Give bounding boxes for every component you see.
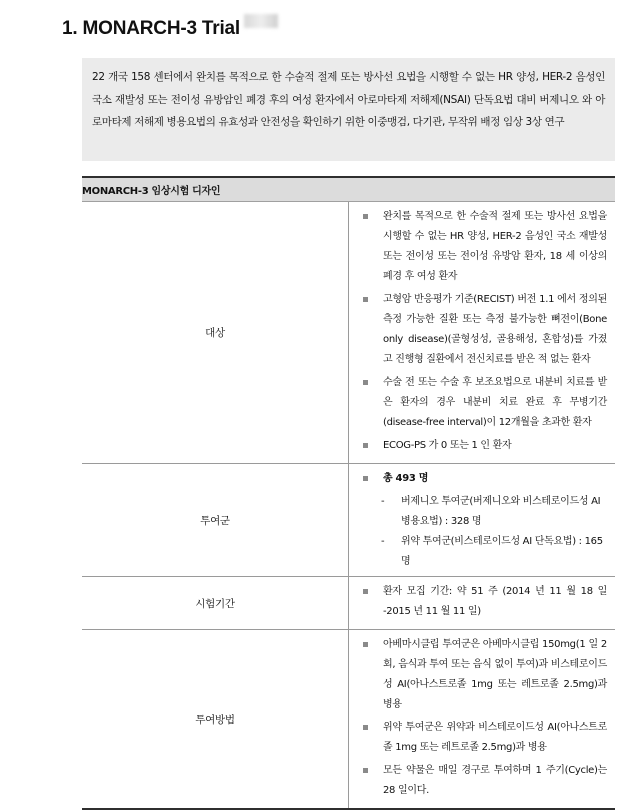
page-title-text: 1. MONARCH-3 Trial (62, 18, 240, 39)
sub-list (357, 492, 607, 572)
list-item: 아베마시클립 투여군은 아베마시클립 150mg(1 일 2 회, 음식과 투여 또는 음식 없이 투여)과 비스테로이드성 AI(아나스트로졸 1mg 또는 레트로졸 2.5mg)과 병용 (357, 635, 607, 715)
table-row-subjects (82, 202, 615, 464)
sub-list-item: - 위약 투여군(비스테로이드성 AI 단독요법) : 165 명 (357, 532, 607, 572)
list-item: 환자 모집 기간: 약 51 주 (2014 년 11 월 18 일 -2015 년 11 월 11 일) (357, 582, 607, 622)
row-label: 시험기간 (82, 577, 349, 630)
list-item: 완치를 목적으로 한 수술적 절제 또는 방사선 요법을 시행할 수 없는 HR 양성, HER-2 음성인 국소 재발성 또는 전이성 또는 전이성 유방암 환자, 18 세 이상의 폐경 후 여성 환자 (357, 207, 607, 287)
bullet-list (357, 207, 607, 456)
trial-summary-box (82, 58, 615, 161)
bullet-list (357, 469, 607, 489)
bullet-list (357, 582, 607, 622)
row-label: 투여방법 (82, 630, 349, 810)
list-item: ECOG-PS 가 0 또는 1 인 환자 (357, 436, 607, 456)
table-row-dosing (82, 630, 615, 810)
table-row-period (82, 577, 615, 630)
list-item: 위약 투여군은 위약과 비스테로이드성 AI(아나스트로졸 1mg 또는 레트로졸 2.5mg)과 병용 (357, 718, 607, 758)
bullet-list (357, 635, 607, 801)
list-item: 모든 약물은 매일 경구로 투여하며 1 주기(Cycle)는 28 일이다. (357, 761, 607, 801)
table-row-arms (82, 464, 615, 577)
row-label: 투여군 (82, 464, 349, 577)
sub-list-item: - 버제니오 투여군(버제니오와 비스테로이드성 AI 병용요법) : 328 명 (357, 492, 607, 532)
page-title (62, 14, 278, 40)
list-item: 수술 전 또는 수술 후 보조요법으로 내분비 치료를 받은 환자의 경우 내분비 치료 완료 후 무병기간(disease-free interval)이 12개월을 초과한 환자 (357, 373, 607, 433)
redacted-blur (244, 14, 278, 28)
table-header-row (82, 177, 615, 202)
row-content (349, 202, 616, 464)
row-content (349, 630, 616, 810)
row-content (349, 577, 616, 630)
trial-summary-text: 22 개국 158 센터에서 완치를 목적으로 한 수술적 절제 또는 방사선 요법을 시행할 수 없는 HR 양성, HER-2 음성인 국소 재발성 또는 전이성 유방암인 폐경 후의 여성 환자에서 아로마타제 저해제(NSAI) 단독요법 대비 버제니오 와 아로마타제 저해제 병용요법의 유효성과 안전성을 확인하기 위한 이중맹검, 다기관, 무작위 배정 임상 3상 연구 (92, 71, 605, 128)
list-item-total: 총 493 명 (357, 469, 607, 489)
trial-design-table (82, 176, 615, 810)
row-content (349, 464, 616, 577)
list-item: 고형암 반응평가 기준(RECIST) 버전 1.1 에서 정의된 측정 가능한 질환 또는 측정 불가능한 뼈전이(Bone only disease)(골형성성, 골용해성, 혼합성)를 가졌고 진행형 질환에서 전신치료를 받은 적 없는 환자 (357, 290, 607, 370)
table-header: MONARCH-3 임상시험 디자인 (82, 177, 615, 202)
row-label: 대상 (82, 202, 349, 464)
